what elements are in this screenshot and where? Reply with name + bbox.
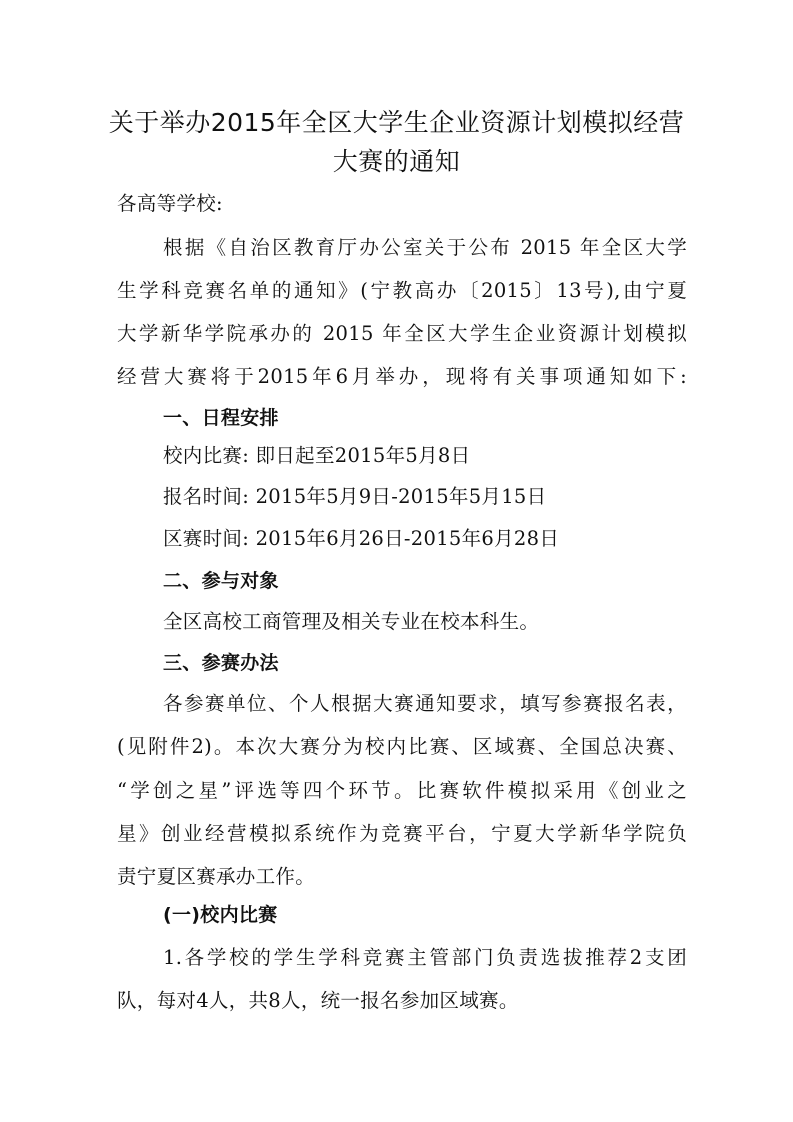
schedule-item: 校内比赛: 即日起至2015年5月8日 (163, 444, 471, 467)
subsection-1-line-1: 1.各学校的学生学科竞赛主管部门负责选拔推荐2支团 (163, 946, 687, 969)
section-3-line-1: 各参赛单位、个人根据大赛通知要求，填写参赛报名表， (163, 692, 687, 715)
intro-line-1: 根据《自治区教育厅办公室关于公布 2015 年全区大学 (163, 236, 687, 259)
subsection-1-line-2: 队，每对4人，共8人，统一报名参加区域赛。 (117, 989, 519, 1012)
salutation: 各高等学校: (117, 192, 223, 215)
schedule-item: 区赛时间: 2015年6月26日-2015年6月28日 (163, 527, 560, 550)
section-2-text: 全区高校工商管理及相关专业在校本科生。 (163, 610, 540, 633)
schedule-item: 报名时间: 2015年5月9日-2015年5月15日 (163, 485, 547, 508)
section-3-line-4: 星》创业经营模拟系统作为竞赛平台，宁夏大学新华学院负 (117, 822, 687, 845)
section-3-line-5: 责宁夏区赛承办工作。 (117, 865, 316, 888)
intro-line-2: 生学科竞赛名单的通知》(宁教高办〔2015〕13号),由宁夏 (117, 279, 687, 302)
intro-line-3: 大学新华学院承办的 2015 年全区大学生企业资源计划模拟 (117, 322, 687, 345)
section-1-heading: 一、日程安排 (163, 407, 279, 429)
section-3-line-2: (见附件2)。本次大赛分为校内比赛、区域赛、全国总决赛、 (117, 735, 687, 758)
subsection-1-heading: (一)校内比赛 (163, 904, 278, 926)
document-title-line-2: 大赛的通知 (332, 147, 461, 176)
section-2-heading: 二、参与对象 (163, 570, 279, 592)
intro-line-4: 经营大赛将于2015年6月举办，现将有关事项通知如下: (117, 365, 687, 388)
section-3-heading: 三、参赛办法 (163, 652, 279, 674)
document-title-line-1: 关于举办2015年全区大学生企业资源计划模拟经营 (108, 108, 685, 137)
section-3-line-3: “学创之星”评选等四个环节。比赛软件模拟采用《创业之 (117, 779, 687, 802)
